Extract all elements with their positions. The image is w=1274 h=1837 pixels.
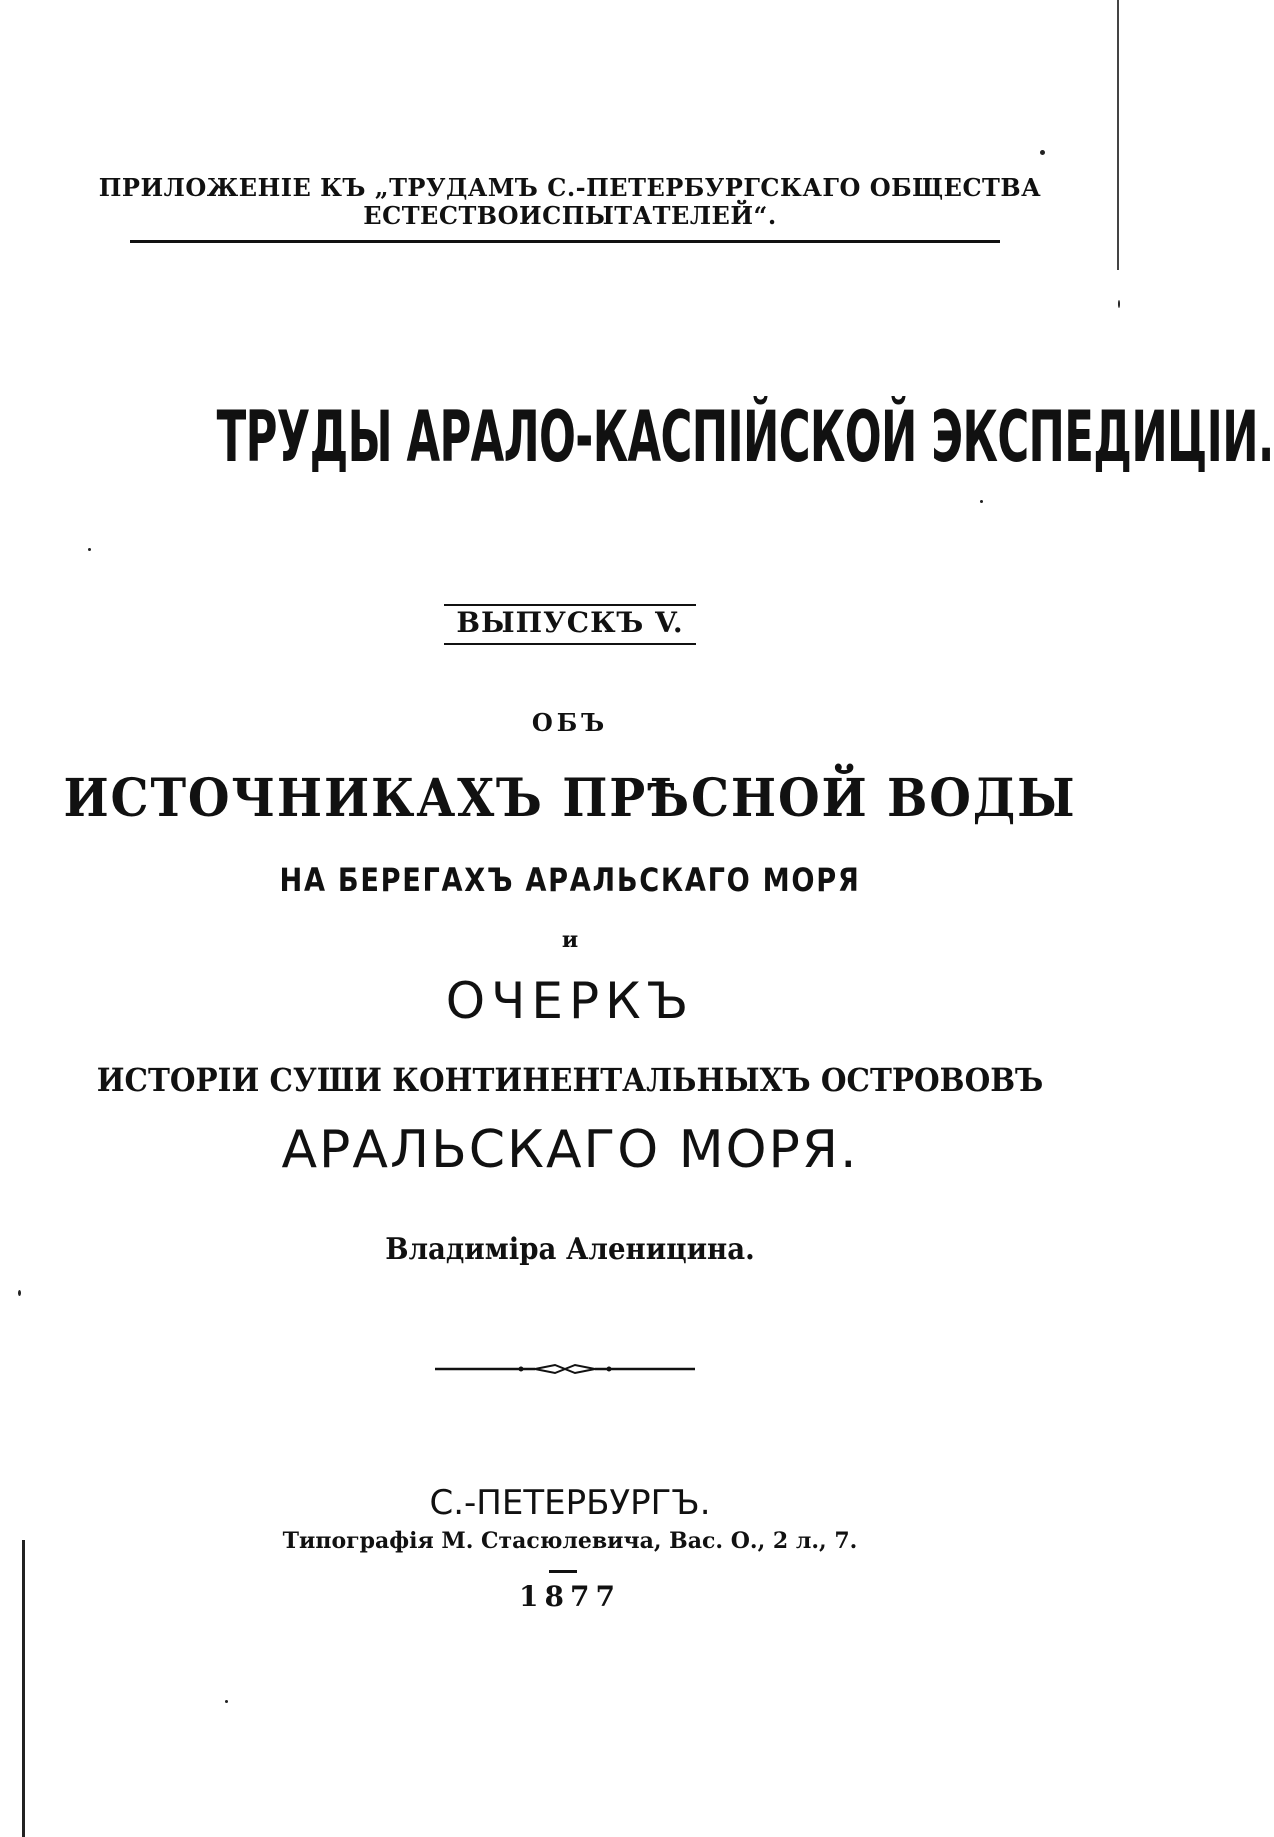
scan-speck (980, 500, 983, 503)
imprint-city: С.-ПЕТЕРБУРГЪ. (429, 1483, 711, 1523)
subtitle-sources: ИСТОЧНИКАХЪ ПРѢСНОЙ ВОДЫ (63, 768, 1077, 829)
author-name: Владиміра Аленицина. (385, 1232, 755, 1267)
scan-speck (1040, 150, 1045, 155)
issue-number: ВЫПУСКЪ V. (444, 604, 695, 645)
scan-speck (225, 1700, 228, 1703)
issue-block (0, 604, 1140, 645)
year-dash (549, 1570, 577, 1573)
ornament-divider (435, 1362, 695, 1376)
subtitle-sketch: ОЧЕРКЪ (445, 972, 695, 1030)
subtitle-and: и (561, 927, 579, 953)
subtitle-ob: ОБЪ (531, 708, 609, 737)
scan-edge-right (1117, 0, 1119, 270)
imprint-year: 1877 (519, 1580, 621, 1613)
subtitle-aral: АРАЛЬСКАГО МОРЯ. (281, 1120, 859, 1180)
scan-speck (1118, 300, 1120, 308)
header-rule (130, 240, 1000, 243)
subtitle-history: ИСТОРІИ СУШИ КОНТИНЕНТАЛЬНЫХЪ ОСТРОВОВЪ (96, 1061, 1044, 1099)
imprint-press: Типографія М. Стасюлевича, Вас. О., 2 л., 7. (282, 1528, 858, 1554)
series-header-line-1: ПРИЛОЖЕНІЕ КЪ „ТРУДАМЪ С.-ПЕТЕРБУРГСКАГО ОБЩЕСТВА (98, 173, 1042, 202)
series-header-line-2: ЕСТЕСТВОИСПЫТАТЕЛЕЙ“. (363, 201, 777, 230)
scan-speck (18, 1290, 21, 1296)
scan-speck (88, 548, 91, 551)
main-title: ТРУДЫ АРАЛО-КАСПІЙСКОЙ ЭКСПЕДИЦІИ. (216, 396, 1274, 478)
subtitle-shores: НА БЕРЕГАХЪ АРАЛЬСКАГО МОРЯ (279, 861, 861, 899)
scan-edge-left (22, 1540, 25, 1837)
